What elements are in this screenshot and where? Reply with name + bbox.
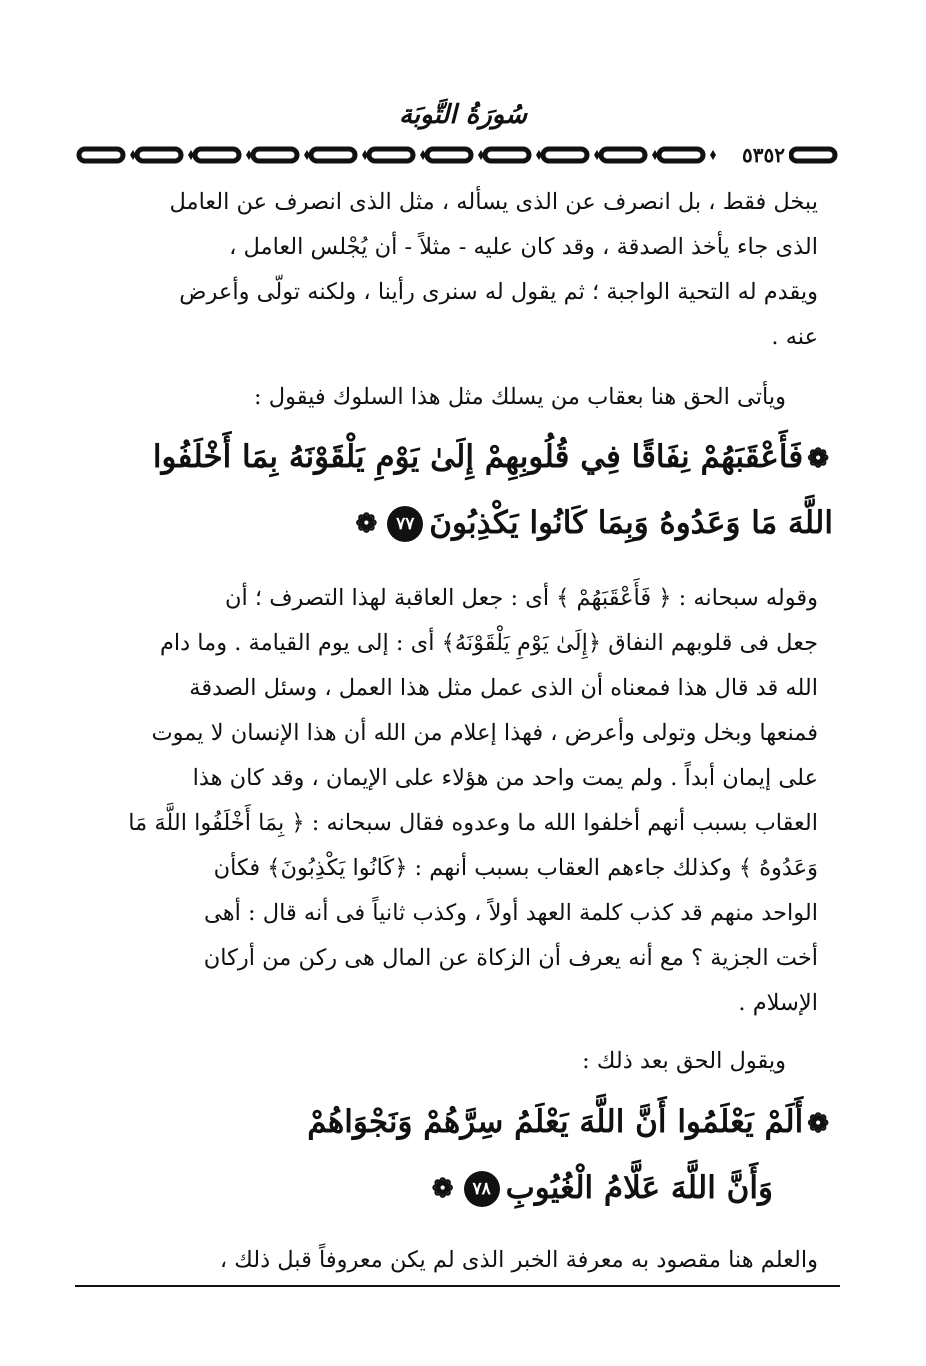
quran-verse-78 xyxy=(93,1090,833,1221)
verse-start-ornament-icon: ❁ xyxy=(807,1108,829,1139)
verse-text: وَأَنَّ اللَّهَ عَلَّامُ الْغُيُوبِ xyxy=(505,1169,773,1206)
text-line: والعلم هنا مقصود به معرفة الخبر الذى لم يكن معروفاً قبل ذلك ، xyxy=(219,1247,818,1273)
verse-intro-2: ويقول الحق بعد ذلك : xyxy=(582,1048,786,1074)
surah-title: سُورَةُ التَّوبَة xyxy=(398,100,528,130)
verse-line xyxy=(93,425,833,491)
text-line: العقاب بسبب أنهم أخلفوا الله ما وعدوه فقال سبحانه : ﴿ بِمَا أَخْلَفُوا اللَّهَ مَا xyxy=(128,810,818,836)
decorative-border-ornament xyxy=(75,142,840,168)
verse-end-ornament-icon: ❁ xyxy=(431,1174,454,1204)
verse-line xyxy=(93,1156,833,1222)
commentary-paragraph-1 xyxy=(96,180,818,360)
text-line: يبخل فقط ، بل انصرف عن الذى يسأله ، مثل الذى انصرف عن العامل xyxy=(169,189,818,215)
verse-line xyxy=(93,1090,833,1156)
text-line: وقوله سبحانه : ﴿ فَأَعْقَبَهُمْ ﴾ أى : جعل العاقبة لهذا التصرف ؛ أن xyxy=(224,585,818,611)
verse-text: أَلَمْ يَعْلَمُوا أَنَّ اللَّهَ يَعْلَمُ سِرَّهُمْ وَنَجْوَاهُمْ xyxy=(307,1104,804,1140)
text-line: وَعَدُوهُ ﴾ وكذلك جاءهم العقاب بسبب أنهم : ﴿كَانُوا يَكْذِبُونَ﴾ فكأن xyxy=(213,855,818,881)
verse-text: اللَّهَ مَا وَعَدُوهُ وَبِمَا كَانُوا يَكْذِبُونَ xyxy=(429,504,833,541)
text-line: أخت الجزية ؟ مع أنه يعرف أن الزكاة عن المال هى ركن من أركان xyxy=(203,945,818,971)
text-line: الذى جاء يأخذ الصدقة ، وقد كان عليه - مثلاً - أن يُجْلس العامل ، xyxy=(229,234,818,260)
verse-line xyxy=(93,491,833,557)
verse-intro-1: ويأتى الحق هنا بعقاب من يسلك مثل هذا السلوك فيقول : xyxy=(254,384,786,410)
footer-rule xyxy=(75,1285,840,1287)
page-number: ٥٣٥٢ xyxy=(738,144,789,166)
commentary-paragraph-2 xyxy=(96,576,818,1026)
text-line: فمنعها وبخل وتولى وأعرض ، فهذا إعلام من الله أن هذا الإنسان لا يموت xyxy=(151,720,818,746)
text-line: على إيمان أبداً . ولم يمت واحد من هؤلاء على الإيمان ، وقد كان هذا xyxy=(192,765,818,791)
verse-start-ornament-icon: ❁ xyxy=(807,443,829,474)
text-line: جعل فى قلوبهم النفاق ﴿إِلَىٰ يَوْمِ يَلْقَوْنَهُ﴾ أى : إلى يوم القيامة . وما دام xyxy=(159,630,818,656)
verse-end-ornament-icon: ❁ xyxy=(355,509,378,539)
text-line: الواحد منهم قد كذب كلمة العهد أولاً ، وكذب ثانياً فى أنه قال : أهى xyxy=(204,900,818,926)
text-line: عنه . xyxy=(771,324,818,350)
text-line: ويقدم له التحية الواجبة ؛ ثم يقول له سنرى رأينا ، ولكنه تولّى وأعرض xyxy=(179,279,818,305)
commentary-paragraph-3 xyxy=(96,1238,818,1283)
ayah-number-badge: ٧٧ xyxy=(387,506,423,542)
ayah-number-badge: ٧٨ xyxy=(464,1171,500,1207)
text-line: الله قد قال هذا فمعناه أن الذى عمل مثل هذا العمل ، وسئل الصدقة xyxy=(189,675,818,701)
quran-verse-77 xyxy=(93,425,833,556)
text-line: الإسلام . xyxy=(738,990,818,1016)
verse-text: فَأَعْقَبَهُمْ نِفَاقًا فِي قُلُوبِهِمْ إِلَىٰ يَوْمِ يَلْقَوْنَهُ بِمَا أَخْلَفُوا xyxy=(152,439,804,475)
